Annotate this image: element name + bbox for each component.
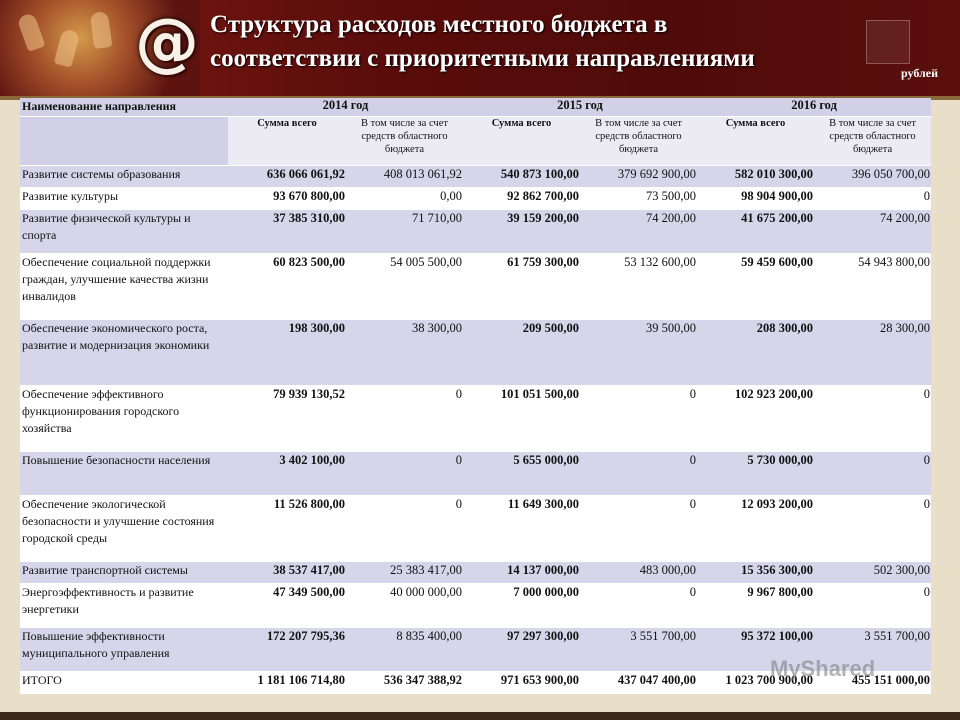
subheader-total-2016: Сумма всего — [697, 117, 814, 166]
decor-square — [866, 20, 910, 64]
title-line-1: Структура расходов местного бюджета в — [210, 11, 668, 38]
cell-regional: 3 551 700,00 — [814, 628, 931, 672]
cell-total: 93 670 800,00 — [228, 188, 346, 210]
cell-regional: 0 — [580, 452, 697, 496]
table-row — [20, 452, 931, 496]
total-cell-total: 1 023 700 900,00 — [697, 672, 814, 694]
cell-regional: 408 013 061,92 — [346, 166, 463, 188]
cell-total: 102 923 200,00 — [697, 386, 814, 452]
cell-total: 9 967 800,00 — [697, 584, 814, 628]
cell-total: 582 010 300,00 — [697, 166, 814, 188]
total-cell-total: 1 181 106 714,80 — [228, 672, 346, 694]
cell-regional: 483 000,00 — [580, 562, 697, 584]
header-row-years — [20, 98, 931, 117]
cell-regional: 40 000 000,00 — [346, 584, 463, 628]
cell-regional: 53 132 600,00 — [580, 254, 697, 320]
subheader-total-2015: Сумма всего — [463, 117, 580, 166]
budget-table — [20, 98, 931, 694]
cell-total: 540 873 100,00 — [463, 166, 580, 188]
cell-regional: 396 050 700,00 — [814, 166, 931, 188]
subheader-regional-2015: В том числе за счет средств областного бюджета — [580, 117, 697, 166]
total-cell-total: 971 653 900,00 — [463, 672, 580, 694]
watermark-text: MyShared — [770, 656, 876, 681]
cell-regional: 0,00 — [346, 188, 463, 210]
cell-regional: 0 — [814, 188, 931, 210]
cell-total: 3 402 100,00 — [228, 452, 346, 496]
cell-regional: 73 500,00 — [580, 188, 697, 210]
row-name: Обеспечение экологической безопасности и улучшение состояния городской среды — [20, 496, 228, 562]
row-name: Развитие транспортной системы — [20, 562, 228, 584]
total-cell-regional: 455 151 000,00 — [814, 672, 931, 694]
table-row — [20, 210, 931, 254]
total-cell-regional: 437 047 400,00 — [580, 672, 697, 694]
subheader-total-2014: Сумма всего — [228, 117, 346, 166]
cell-regional: 0 — [814, 386, 931, 452]
table-row — [20, 320, 931, 386]
cell-regional: 0 — [814, 496, 931, 562]
figure-decor — [16, 12, 45, 52]
table-row — [20, 188, 931, 210]
at-sign-icon: @ — [135, 6, 199, 80]
cell-regional: 0 — [580, 496, 697, 562]
cell-total: 97 297 300,00 — [463, 628, 580, 672]
cell-total: 11 649 300,00 — [463, 496, 580, 562]
cell-total: 7 000 000,00 — [463, 584, 580, 628]
column-header-2015: 2015 год — [463, 98, 697, 117]
cell-total: 39 159 200,00 — [463, 210, 580, 254]
cell-total: 208 300,00 — [697, 320, 814, 386]
cell-regional: 25 383 417,00 — [346, 562, 463, 584]
cell-total: 15 356 300,00 — [697, 562, 814, 584]
cell-total: 101 051 500,00 — [463, 386, 580, 452]
row-name: Развитие физической культуры и спорта — [20, 210, 228, 254]
cell-regional: 38 300,00 — [346, 320, 463, 386]
table-row — [20, 584, 931, 628]
cell-regional: 0 — [814, 452, 931, 496]
table-row — [20, 562, 931, 584]
cell-regional: 0 — [580, 584, 697, 628]
cell-total: 41 675 200,00 — [697, 210, 814, 254]
budget-table-container — [20, 98, 931, 694]
row-name: Энергоэффективность и развитие энергетики — [20, 584, 228, 628]
cell-regional: 3 551 700,00 — [580, 628, 697, 672]
cell-total: 60 823 500,00 — [228, 254, 346, 320]
table-row — [20, 166, 931, 188]
cell-total: 172 207 795,36 — [228, 628, 346, 672]
column-header-2016: 2016 год — [697, 98, 931, 117]
cell-total: 38 537 417,00 — [228, 562, 346, 584]
total-cell-regional: 536 347 388,92 — [346, 672, 463, 694]
cell-total: 198 300,00 — [228, 320, 346, 386]
cell-total: 59 459 600,00 — [697, 254, 814, 320]
cell-regional: 502 300,00 — [814, 562, 931, 584]
cell-total: 14 137 000,00 — [463, 562, 580, 584]
cell-total: 5 655 000,00 — [463, 452, 580, 496]
cell-regional: 74 200,00 — [814, 210, 931, 254]
cell-regional: 8 835 400,00 — [346, 628, 463, 672]
row-name: Обеспечение социальной поддержки граждан, улучшение качества жизни инвалидов — [20, 254, 228, 320]
cell-regional: 0 — [580, 386, 697, 452]
total-label: ИТОГО — [20, 672, 228, 694]
subheader-regional-2014: В том числе за счет средств областного бюджета — [346, 117, 463, 166]
cell-total: 5 730 000,00 — [697, 452, 814, 496]
cell-total: 11 526 800,00 — [228, 496, 346, 562]
cell-regional: 39 500,00 — [580, 320, 697, 386]
cell-regional: 0 — [346, 452, 463, 496]
subheader-regional-2016: В том числе за счет средств областного бюджета — [814, 117, 931, 166]
cell-regional: 28 300,00 — [814, 320, 931, 386]
cell-total: 79 939 130,52 — [228, 386, 346, 452]
slide-header — [0, 0, 960, 96]
cell-regional: 54 005 500,00 — [346, 254, 463, 320]
cell-total: 98 904 900,00 — [697, 188, 814, 210]
cell-regional: 71 710,00 — [346, 210, 463, 254]
column-header-blank — [20, 117, 228, 166]
units-label: рублей — [900, 66, 938, 80]
cell-total: 636 066 061,92 — [228, 166, 346, 188]
row-name: Развитие системы образования — [20, 166, 228, 188]
cell-regional: 0 — [814, 584, 931, 628]
cell-total: 95 372 100,00 — [697, 628, 814, 672]
figure-decor — [54, 28, 81, 67]
header-row-subcolumns — [20, 117, 931, 166]
figure-decor — [90, 11, 113, 49]
cell-regional: 0 — [346, 386, 463, 452]
page-title — [210, 8, 890, 76]
cell-total: 92 862 700,00 — [463, 188, 580, 210]
logo-image — [0, 0, 200, 96]
row-name: Обеспечение эффективного функционирования городского хозяйства — [20, 386, 228, 452]
row-name: Обеспечение экономического роста, развитие и модернизация экономики — [20, 320, 228, 386]
cell-regional: 0 — [346, 496, 463, 562]
table-row — [20, 496, 931, 562]
column-header-name: Наименование направления — [20, 98, 228, 117]
bottom-bar — [0, 712, 960, 720]
table-row — [20, 254, 931, 320]
row-name: Повышение безопасности населения — [20, 452, 228, 496]
cell-total: 61 759 300,00 — [463, 254, 580, 320]
column-header-2014: 2014 год — [228, 98, 463, 117]
cell-total: 209 500,00 — [463, 320, 580, 386]
title-line-2: соответствии с приоритетными направлениями — [210, 45, 755, 72]
cell-total: 37 385 310,00 — [228, 210, 346, 254]
cell-regional: 54 943 800,00 — [814, 254, 931, 320]
cell-regional: 379 692 900,00 — [580, 166, 697, 188]
cell-regional: 74 200,00 — [580, 210, 697, 254]
cell-total: 47 349 500,00 — [228, 584, 346, 628]
row-name: Повышение эффективности муниципального управления — [20, 628, 228, 672]
table-row — [20, 386, 931, 452]
cell-total: 12 093 200,00 — [697, 496, 814, 562]
row-name: Развитие культуры — [20, 188, 228, 210]
